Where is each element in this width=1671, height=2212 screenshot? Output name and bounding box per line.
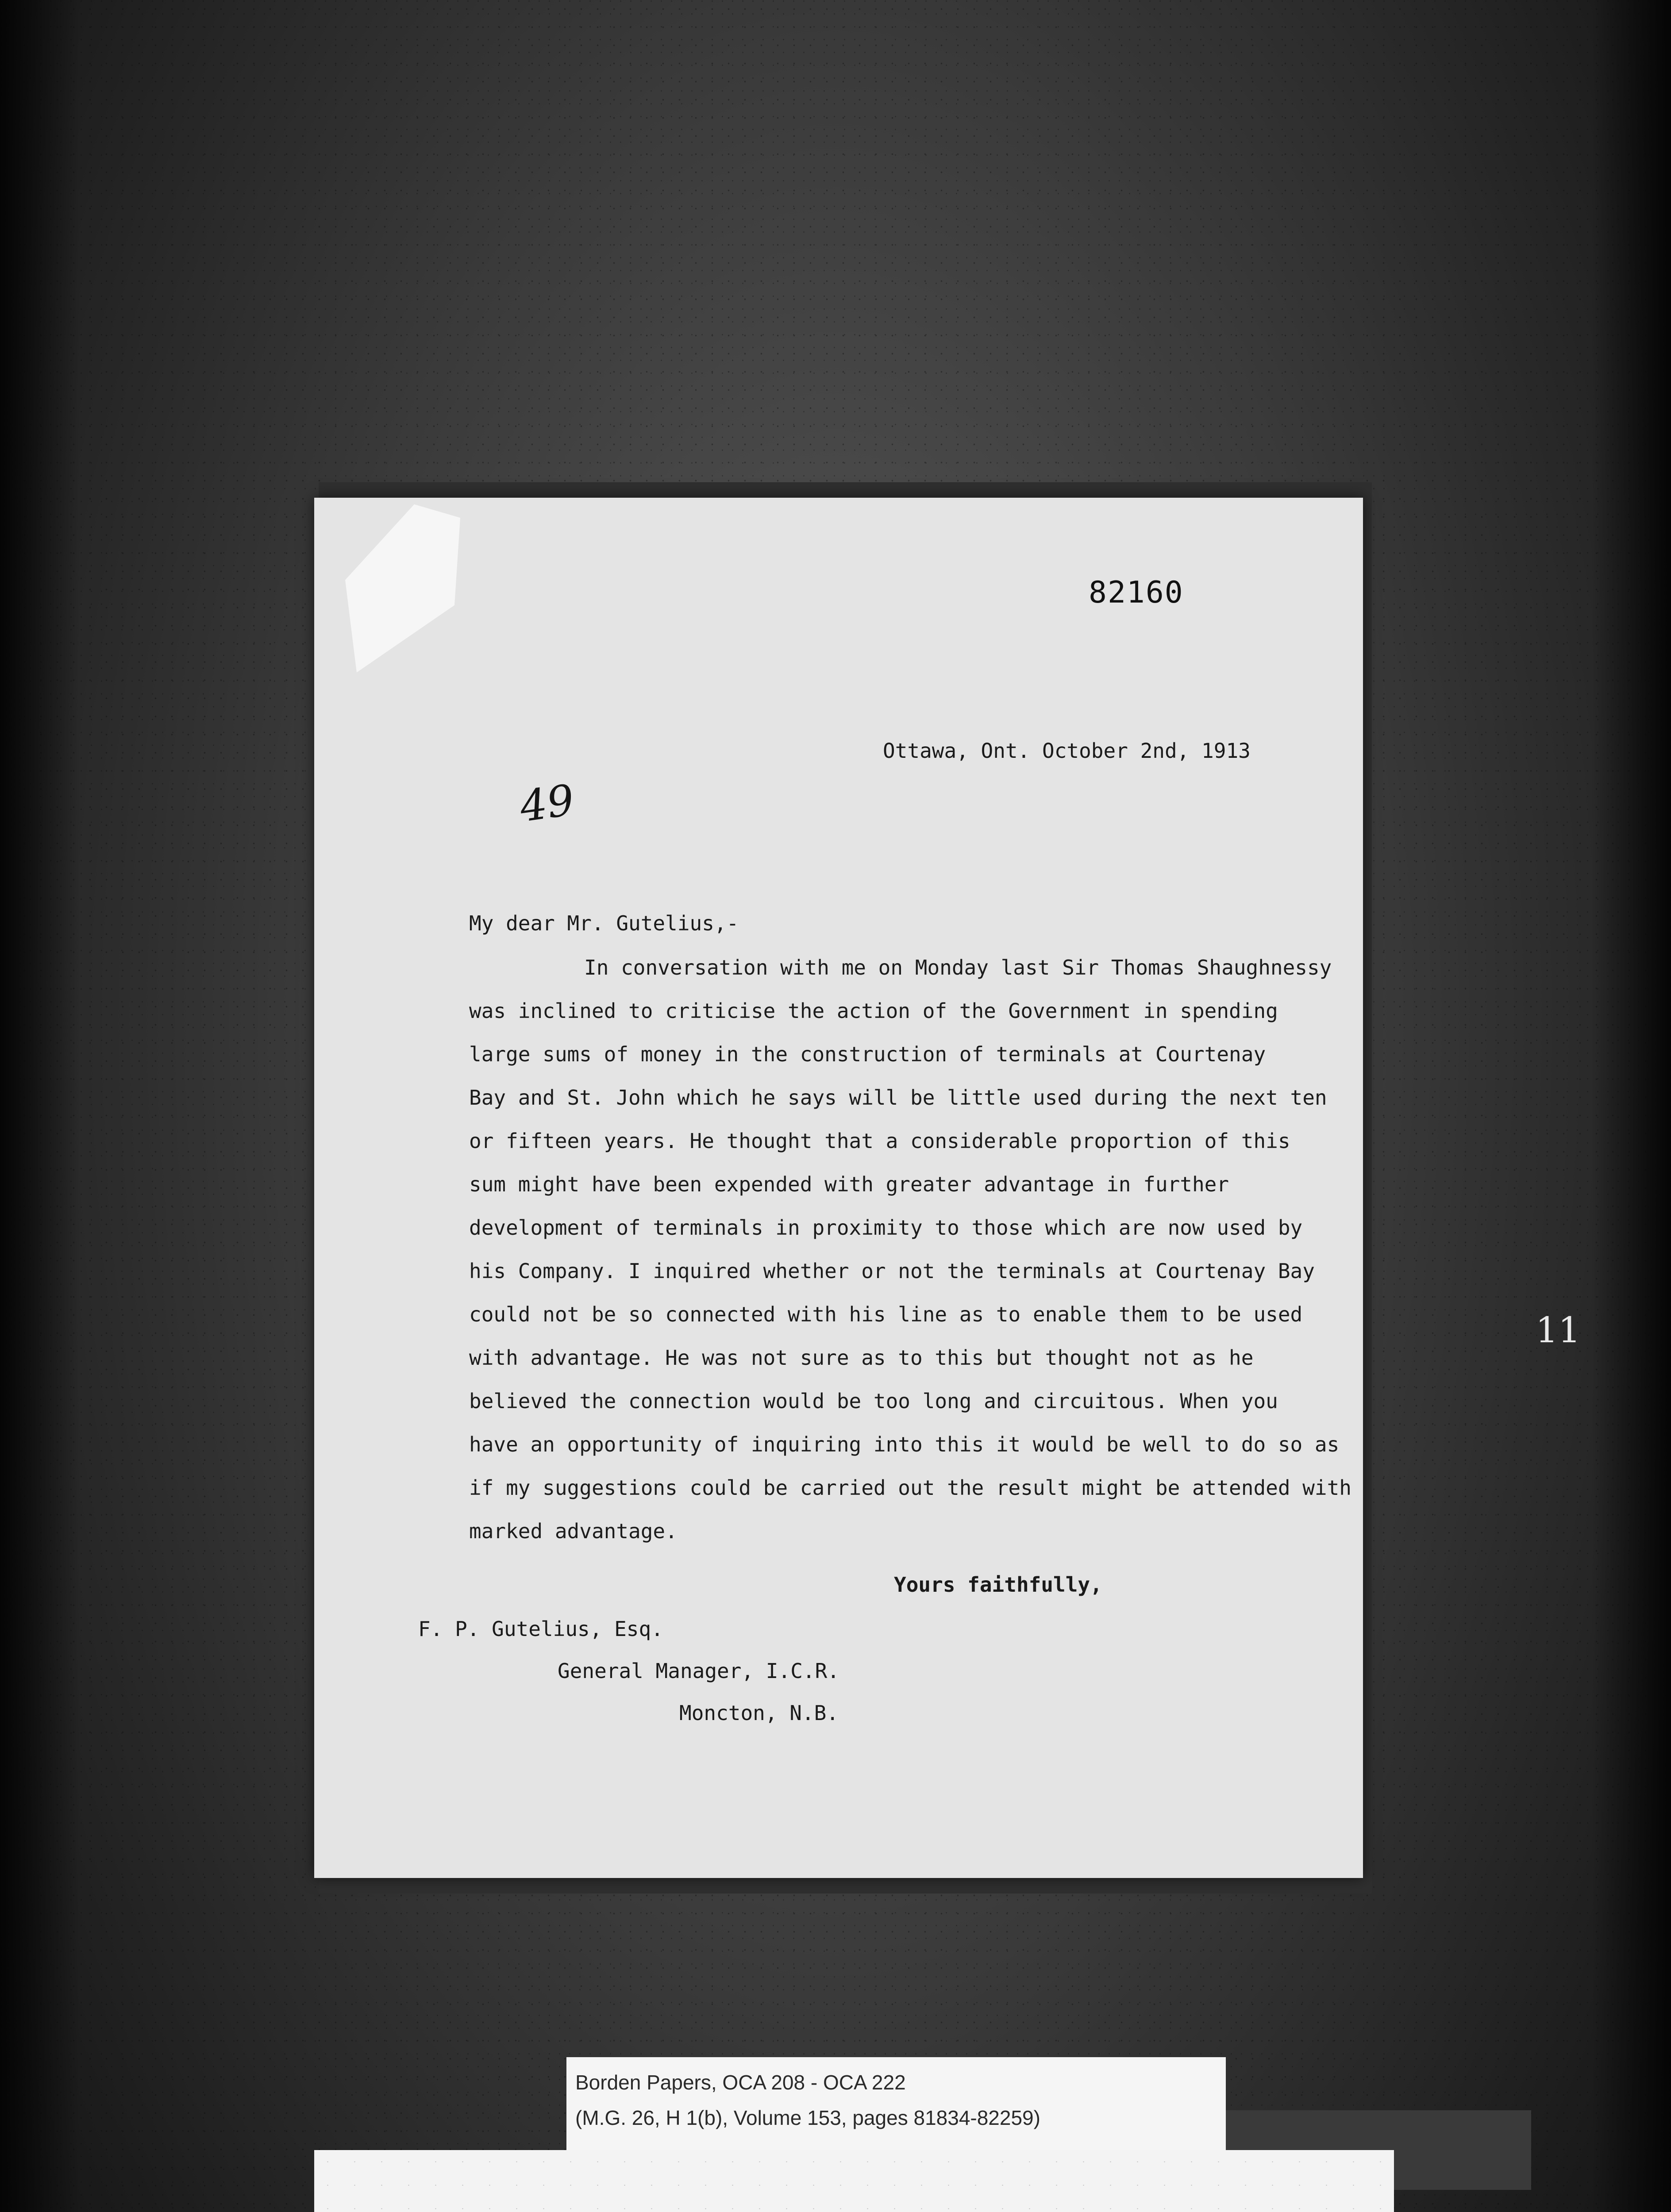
body-line: development of terminals in proximity to those which are now used by <box>469 1216 1303 1240</box>
body-line: with advantage. He was not sure as to this but thought not as he <box>469 1346 1254 1370</box>
body-line: have an opportunity of inquiring into this it would be well to do so as <box>469 1432 1340 1456</box>
handwritten-folio-number: 49 <box>516 775 578 832</box>
body-line: could not be so connected with his line as to enable them to be used <box>469 1302 1303 1326</box>
closing: Yours faithfully, <box>894 1573 1102 1597</box>
body-line: large sums of money in the construction of terminals at Courtenay <box>469 1042 1266 1066</box>
body-line: sum might have been expended with greater advantage in further <box>469 1172 1229 1196</box>
body-line: if my suggestions could be carried out the result might be attended with <box>469 1476 1351 1500</box>
citation-line: Borden Papers, OCA 208 - OCA 222 <box>575 2071 906 2094</box>
body-line: was inclined to criticise the action of the Government in spending <box>469 999 1278 1023</box>
archive-page-number: 82160 <box>1089 575 1184 610</box>
addressee-location: Moncton, N.B. <box>679 1701 839 1725</box>
body-line: In conversation with me on Monday last Sir Thomas Shaughnessy <box>584 956 1332 979</box>
dateline: Ottawa, Ont. October 2nd, 1913 <box>883 739 1251 763</box>
card-grain <box>314 2150 1394 2212</box>
margin-mark: 11 <box>1536 1310 1581 1351</box>
salutation: My dear Mr. Gutelius,- <box>469 911 739 935</box>
addressee-name: F. P. Gutelius, Esq. <box>418 1617 663 1641</box>
body-line: believed the connection would be too long and circuitous. When you <box>469 1389 1278 1413</box>
body-line: Bay and St. John which he says will be little used during the next ten <box>469 1086 1327 1110</box>
body-line: marked advantage. <box>469 1519 678 1543</box>
citation-line: (M.G. 26, H 1(b), Volume 153, pages 81834-82259) <box>575 2106 1040 2129</box>
body-line: or fifteen years. He thought that a considerable proportion of this <box>469 1129 1290 1153</box>
body-line: his Company. I inquired whether or not the terminals at Courtenay Bay <box>469 1259 1315 1283</box>
archive-card <box>314 2150 1394 2212</box>
addressee-title: General Manager, I.C.R. <box>558 1659 839 1683</box>
